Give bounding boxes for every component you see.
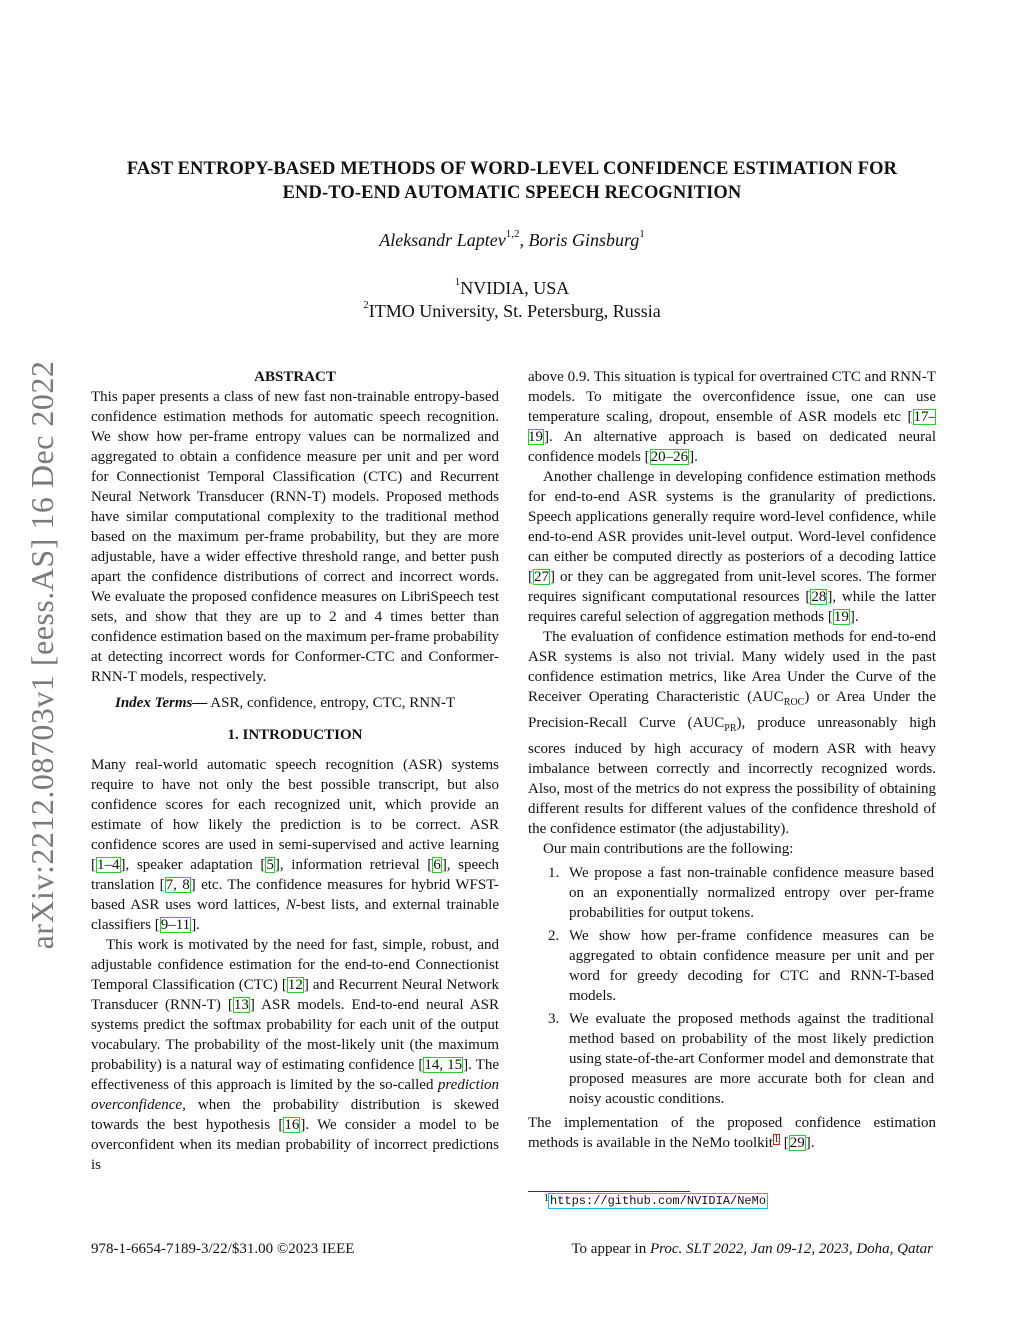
right-column	[528, 367, 936, 1155]
section-heading: 1. INTRODUCTION	[227, 727, 363, 743]
text-run: [	[779, 1135, 789, 1151]
citation-link[interactable]: 12	[287, 977, 303, 993]
paragraph	[91, 935, 499, 1175]
citation-link[interactable]: 6	[433, 857, 441, 873]
list-number: 2.	[548, 928, 560, 944]
footnote-mark: 1	[544, 1193, 549, 1204]
text-run: ].	[805, 1135, 815, 1151]
paragraph	[528, 367, 936, 467]
affil-text: NVIDIA, USA	[460, 278, 570, 298]
paragraph	[528, 627, 936, 839]
affiliation	[80, 278, 944, 299]
affil-text: ITMO University, St. Petersburg, Russia	[368, 301, 661, 321]
text-run: ], speech translation [	[91, 857, 499, 893]
author-separator: ,	[519, 230, 529, 250]
text-run: ] or they can be aggregated from unit-level scores. The former requires significant computational resources [	[528, 569, 936, 605]
list-text: We evaluate the proposed methods against the traditional method based on probability of the most likely prediction using state-of-the-art Conformer model and demonstrate that proposed measures are more accurate both for clean and noisy acoustic conditions.	[569, 1011, 934, 1107]
emphasis: prediction overconfidence	[91, 1077, 499, 1113]
paragraph	[528, 467, 936, 627]
citation-link[interactable]: 7, 8	[165, 877, 190, 893]
index-terms-label: Index Terms—	[115, 695, 208, 711]
text-run: , when the probability distribution is skewed towards the best hypothesis [	[91, 1097, 499, 1133]
footnote-divider	[528, 1191, 690, 1192]
text-run: ].	[191, 917, 200, 933]
citation-link[interactable]: 9–11	[160, 917, 191, 933]
list-number: 1.	[548, 865, 560, 881]
text-run: The evaluation of confidence estimation methods for end-to-end ASR systems is also not trivial. Many widely used in the past confidence estimation metrics, like Area Under the Curve of the Receiver Operating Characteristic (AUC	[528, 629, 936, 705]
text-run: ] etc. The confidence measures for hybrid WFST-based ASR uses word lattices,	[91, 877, 499, 913]
copyright-notice: 978-1-6654-7189-3/22/$31.00 ©2023 IEEE	[91, 1241, 355, 1257]
text-run: ] and Recurrent Neural Network Transducer (RNN-T) [	[91, 977, 499, 1013]
paper-title-line-1: FAST ENTROPY-BASED METHODS OF WORD-LEVEL CONFIDENCE ESTIMATION FOR	[126, 159, 898, 179]
footnote-url-link[interactable]: https://github.com/NVIDIA/NeMo	[550, 1194, 767, 1208]
citation-link[interactable]: 1–4	[97, 857, 120, 873]
abstract-text: This paper presents a class of new fast non-trainable entropy-based confidence estimation methods for automatic speech recognition. We show how per-frame entropy values can be normalized and aggregated to obtain a confidence measure per unit and per word for Connectionist Temporal Classification (CTC) and Recurrent Neural Network Transducer (RNN-T) models. Proposed methods have similar computational complexity to the traditional method based on the maximum per-frame probability, but they are more adjustable, have a wider effective threshold range, and better push apart the confidence distributions of correct and incorrect words. We evaluate the proposed confidence measures on LibriSpeech test sets, and show that they are up to 2 and 4 times better than confidence estimation based on the maximum per-frame probability at detecting incorrect words for Conformer-CTC and Conformer-RNN-T models, respectively.	[91, 389, 499, 685]
affiliation	[80, 301, 944, 322]
text-run: ]. We consider a model to be overconfident when its median probability of incorrect predictions is	[91, 1117, 499, 1173]
footnote-ref-link[interactable]: 1	[773, 1134, 779, 1145]
list-item	[528, 863, 934, 923]
text-run: Many real-world automatic speech recognition (ASR) systems require to have not only the best possible transcript, but also confidence scores for each recognized unit, which provide an estimate of how likely the prediction is to be correct. ASR confidence scores are used in semi-supervised and active learning [	[91, 757, 499, 873]
citation-link[interactable]: 13	[233, 997, 249, 1013]
spacer	[91, 745, 499, 755]
citation-link[interactable]: 27	[534, 569, 549, 585]
citation-link[interactable]: 28	[811, 589, 827, 605]
paragraph	[91, 755, 499, 935]
text-run: ], speaker adaptation [	[120, 857, 266, 873]
text-run: ], while the latter requires careful selection of aggregation methods [	[528, 589, 936, 625]
list-text: We show how per-frame confidence measures can be aggregated to obtain confidence measure per unit and per word for greedy decoding for CTC and RNN-T-based models.	[569, 928, 934, 1004]
paragraph: Our main contributions are the following:	[543, 841, 794, 857]
citation-link[interactable]: 14, 15	[424, 1057, 463, 1073]
text-run: ) or Area Under the Precision-Recall Curve (AUC	[528, 689, 937, 731]
math-symbol: N	[285, 897, 296, 913]
author-name: Aleksandr Laptev	[379, 230, 506, 250]
contributions-list	[528, 863, 936, 1109]
text-run: ]. The effectiveness of this approach is limited by the so-called	[91, 1057, 500, 1093]
list-item	[528, 1009, 934, 1109]
text-run: Another challenge in developing confidence estimation methods for end-to-end ASR systems is the granularity of predictions. Speech applications generally require word-level confidence, while end-to-end ASR provides unit-level output. Word-level confidence can either be computed directly as posteriors of a decoding lattice [	[528, 469, 936, 585]
venue-prefix: To appear in	[571, 1241, 650, 1257]
paper-title-line-2: END-TO-END AUTOMATIC SPEECH RECOGNITION	[282, 183, 742, 203]
citation-link[interactable]: 29	[789, 1135, 805, 1151]
author-affil-mark: 1,2	[505, 228, 520, 240]
subscript: PR	[724, 723, 737, 734]
abstract-heading: ABSTRACT	[254, 369, 336, 385]
venue-name: Proc. SLT 2022, Jan 09-12, 2023, Doha, Qatar	[649, 1241, 933, 1257]
arxiv-stamp: arXiv:2212.08703v1 [eess.AS] 16 Dec 2022	[24, 360, 60, 950]
text-run: ].	[849, 609, 859, 625]
text-run: The implementation of the proposed confidence estimation methods is available in the NeMo toolkit	[528, 1115, 936, 1151]
text-run: -best lists, and external trainable classifiers [	[91, 897, 499, 933]
text-run: ].	[689, 449, 698, 465]
text-run: above 0.9. This situation is typical for overtrained CTC and RNN-T models. To mitigate the overconfidence issue, one can use temperature scaling, dropout, ensemble of ASR models etc [	[528, 369, 936, 425]
subscript: ROC	[783, 697, 805, 708]
footnote	[544, 1194, 767, 1208]
citation-link[interactable]: 20–26	[650, 449, 689, 465]
list-item	[528, 926, 934, 1006]
index-terms	[91, 693, 499, 713]
text-run: ], information retrieval [	[274, 857, 433, 873]
text-run: ] ASR models. End-to-end neural ASR systems predict the softmax probability for each unit of the output vocabulary. The probability of the most-likely unit (the maximum probability) is a natural way of estimating confidence [	[91, 997, 499, 1073]
left-column	[91, 367, 499, 1175]
affil-mark: 2	[363, 299, 369, 311]
list-number: 3.	[548, 1011, 560, 1027]
citation-link[interactable]: 16	[284, 1117, 300, 1133]
text-run: ]. An alternative approach is based on dedicated neural confidence models [	[528, 429, 936, 465]
venue-notice	[528, 1241, 933, 1258]
index-terms-list: ASR, confidence, entropy, CTC, RNN-T	[207, 695, 456, 711]
spacer	[91, 713, 499, 725]
citation-link[interactable]: 19	[833, 609, 849, 625]
citation-link[interactable]: 17–19	[528, 409, 936, 445]
paragraph	[528, 1113, 936, 1155]
author-name: Boris Ginsburg	[528, 230, 640, 250]
author-affil-mark: 1	[639, 228, 645, 240]
list-text: We propose a fast non-trainable confidence measure based on an exponentially normalized entropy over per-frame probabilities for output tokens.	[569, 865, 934, 921]
citation-link[interactable]: 5	[266, 857, 274, 873]
author-list	[80, 230, 944, 251]
text-run: ), produce unreasonably high scores induced by high accuracy of modern ASR with heavy imbalance between correctly and incorrectly recognized words. Also, most of the metrics do not express the possibility of obtaining different results for different values of the confidence threshold of the confidence estimator (the adjustability).	[528, 715, 936, 837]
affil-mark: 1	[454, 276, 461, 288]
text-run: This work is motivated by the need for fast, simple, robust, and adjustable confidence estimation for the end-to-end Connectionist Temporal Classification (CTC) [	[91, 937, 499, 993]
